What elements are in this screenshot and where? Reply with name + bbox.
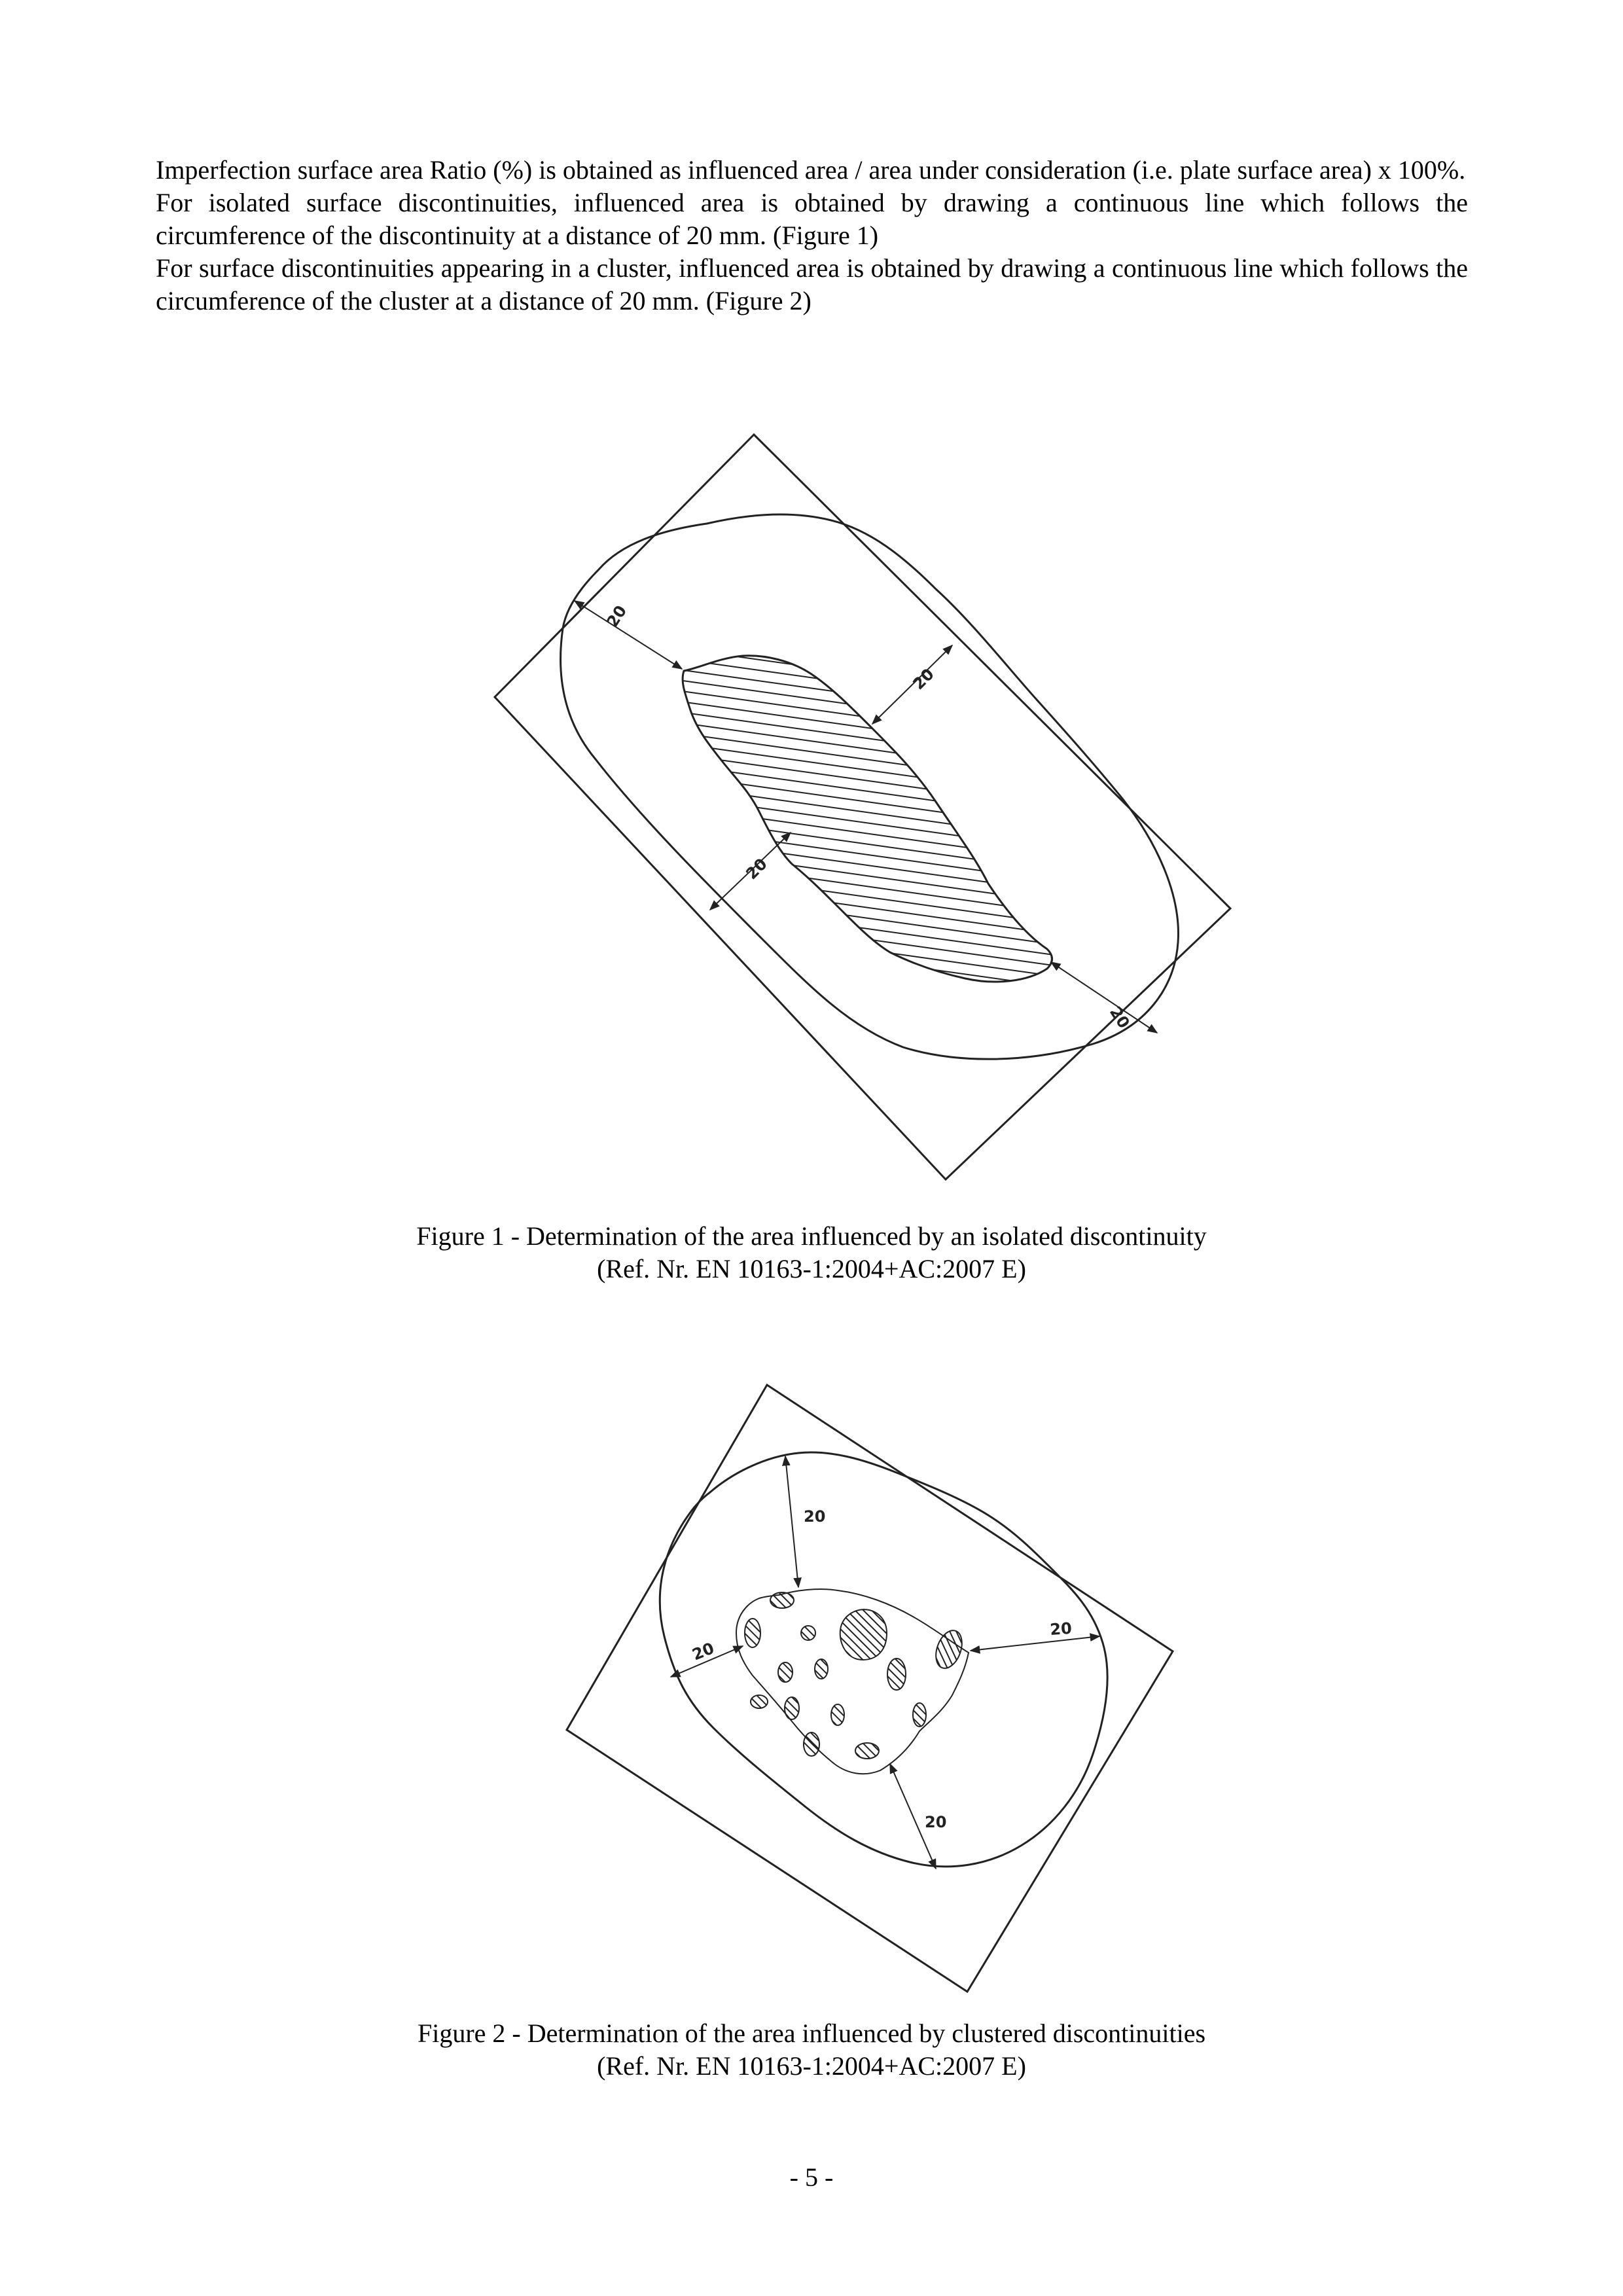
figure-1-caption-title: Figure 1 - Determination of the area influenced by an isolated discontinuity <box>416 1221 1207 1251</box>
figure-2-spot <box>913 1703 926 1727</box>
figure-2-spot <box>815 1659 828 1679</box>
figure-1-caption-reference: (Ref. Nr. EN 10163-1:2004+AC:2007 E) <box>597 1254 1026 1283</box>
figure-2-dimension-label-bottom: 20 <box>925 1813 947 1831</box>
figure-1-dimension-label-top-left: 20 <box>603 602 631 631</box>
figure-2-spot <box>831 1704 844 1725</box>
figure-2-spot <box>804 1732 819 1756</box>
figure-2-spot <box>855 1743 879 1759</box>
intro-paragraph-isolated: For isolated surface discontinuities, influenced area is obtained by drawing a continuous line which follows the circumference of the discontinuity at a distance of 20 mm. (Figure 1) <box>156 188 1468 250</box>
figure-2-spot <box>745 1619 760 1647</box>
figure-1-dimension-label-bottom-right: 20 <box>1105 1003 1133 1032</box>
figure-1-caption <box>0 1220 1623 1285</box>
figure-2-spot <box>778 1662 793 1682</box>
page-number: - 5 - <box>789 2162 834 2192</box>
figure-2-caption-reference: (Ref. Nr. EN 10163-1:2004+AC:2007 E) <box>597 2051 1026 2081</box>
figure-1-dimension-label-top-right: 20 <box>909 664 938 694</box>
figure-2-dimension-label-right: 20 <box>1049 1619 1073 1639</box>
figure-1-diagram <box>484 425 1250 1191</box>
intro-paragraph-ratio: Imperfection surface area Ratio (%) is obtained as influenced area / area under consideration (i.e. plate surface area) x 100%. <box>156 155 1466 185</box>
figure-2-caption <box>0 2017 1623 2083</box>
figure-2-spot <box>785 1697 799 1719</box>
figure-2-dimension-label-left: 20 <box>689 1639 717 1664</box>
figure-1-dimension-label-bottom-left: 20 <box>742 854 771 884</box>
figure-2-spot <box>840 1609 887 1660</box>
figure-2-spot <box>801 1626 815 1640</box>
intro-text <box>156 154 1468 317</box>
figure-2-plate-rectangle <box>567 1385 1173 1992</box>
figure-2-spot <box>931 1627 967 1672</box>
figure-2-dimension-label-top: 20 <box>804 1507 826 1526</box>
figure-2-caption-title: Figure 2 - Determination of the area influenced by clustered discontinuities <box>417 2018 1206 2048</box>
intro-paragraph-cluster: For surface discontinuities appearing in a cluster, influenced area is obtained by drawing a continuous line which follows the circumference of the cluster at a distance of 20 mm. (Figure 2) <box>156 253 1468 315</box>
figure-2-diagram <box>556 1374 1185 2003</box>
figure-2-spot <box>751 1695 768 1708</box>
figure-2-spot <box>770 1592 794 1608</box>
figure-2-spot <box>887 1659 906 1690</box>
figure-2-influenced-boundary <box>660 1452 1107 1867</box>
figure-1-discontinuity-hatched <box>683 656 1052 982</box>
